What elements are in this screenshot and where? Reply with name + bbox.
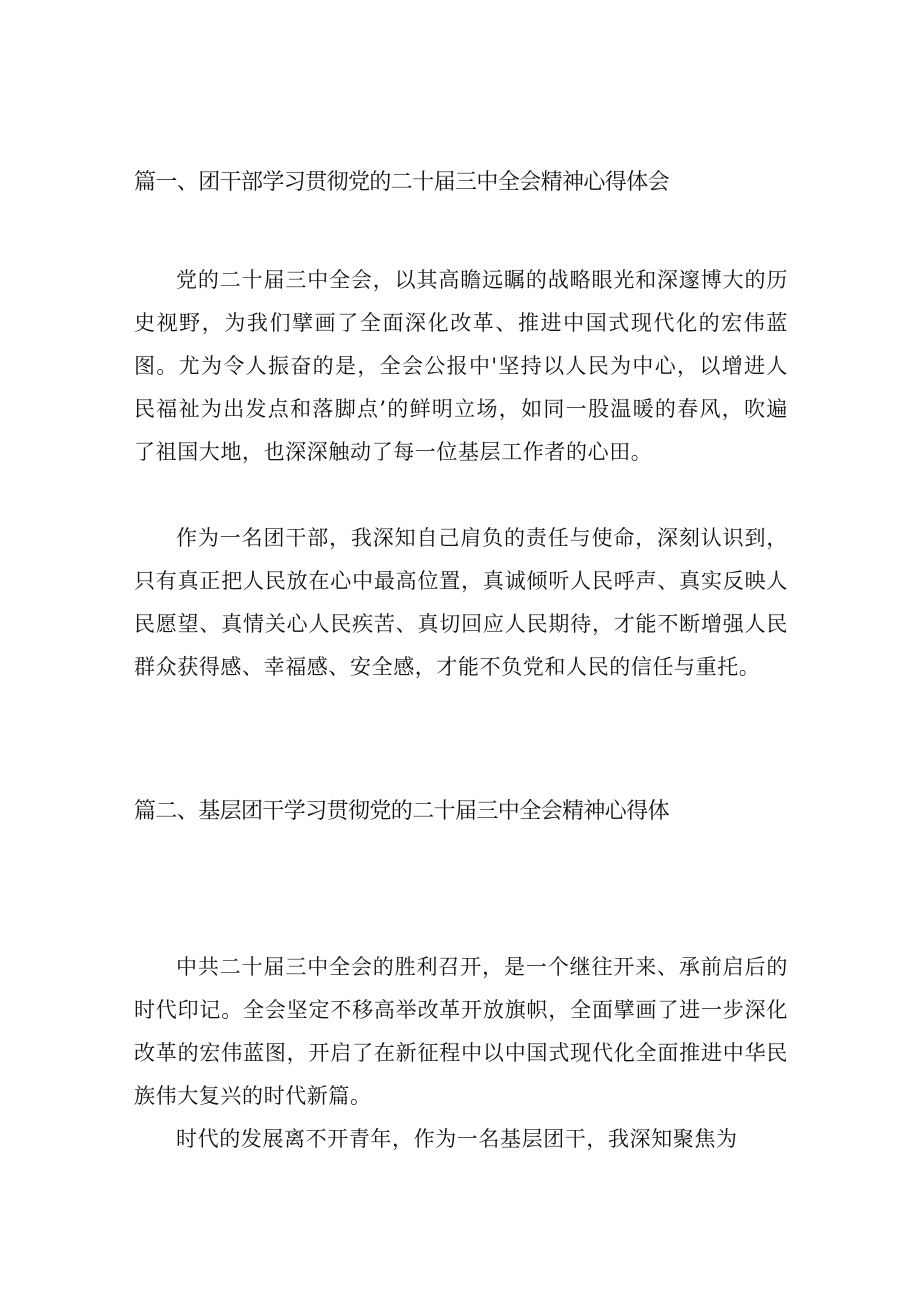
section-heading-1: 篇一、团干部学习贯彻党的二十届三中全会精神心得体会: [134, 170, 670, 195]
section-heading-2: 篇二、基层团干学习贯彻党的二十届三中全会精神心得体: [134, 799, 670, 824]
section-1-paragraph-1: 党的二十届三中全会，以其高瞻远瞩的战略眼光和深邃博大的历史视野，为我们擘画了全面深化改革、推进中国式现代化的宏伟蓝图。尤为令人振奋的是，全会公报中'坚持以人民为中心，以增进人民福祉为出发点和落脚点’的鲜明立场，如同一股温暖的春风，吹遍了祖国大地，也深深触动了每一位基层工作者的心田。: [134, 268, 788, 464]
section-2-paragraph-1: 中共二十届三中全会的胜利召开，是一个继往开来、承前启后的时代印记。全会坚定不移高举改革开放旗帜，全面擘画了进一步深化改革的宏伟蓝图，开启了在新征程中以中国式现代化全面推进中华民族伟大复兴的时代新篇。: [134, 955, 788, 1108]
section-2-paragraph-2: 时代的发展离不开青年，作为一名基层团干，我深知聚焦为: [176, 1127, 738, 1151]
section-1-paragraph-2: 作为一名团干部，我深知自己肩负的责任与使命，深刻认识到，只有真正把人民放在心中最高位置，真诚倾听人民呼声、真实反映人民愿望、真情关心人民疾苦、真切回应人民期待，才能不断增强人民群众获得感、幸福感、安全感，才能不负党和人民的信任与重托。: [134, 526, 788, 679]
